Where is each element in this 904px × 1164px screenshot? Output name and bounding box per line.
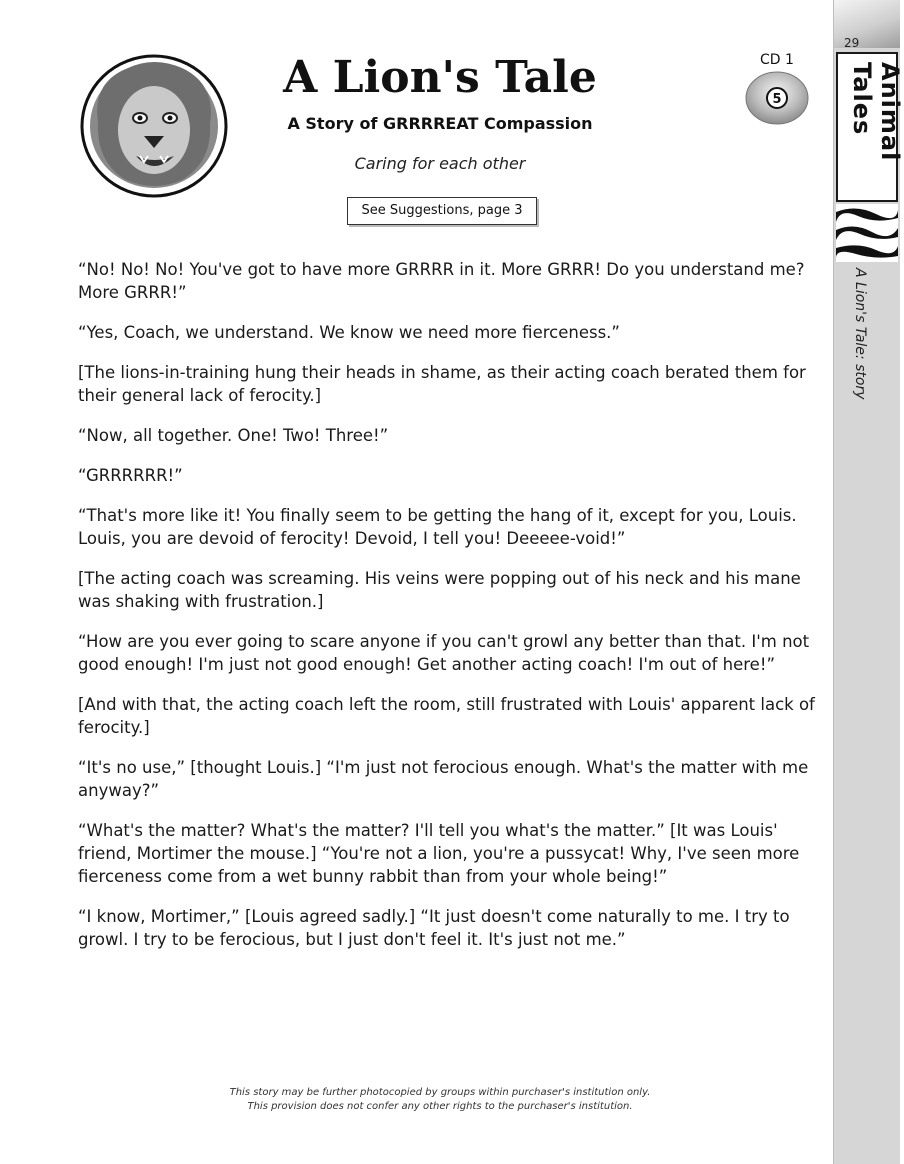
story-paragraph: “Yes, Coach, we understand. We know we need more fierceness.” — [78, 323, 620, 342]
story-paragraph: “It's no use,” [thought Louis.] “I'm just not ferocious enough. What's the matter with me anyway?” — [78, 758, 809, 800]
cd-icon — [744, 70, 810, 126]
page-number: 29 — [844, 36, 860, 50]
story-paragraph: “How are you ever going to scare anyone if you can't growl any better than that. I'm not good enough! I'm just not good enough! Get another acting coach! I'm out of here!” — [78, 632, 810, 674]
cd-label: CD 1 — [760, 52, 794, 68]
story-theme: Caring for each other — [354, 154, 526, 173]
story-paragraph: [The lions-in-training hung their heads in shame, as their acting coach berated them for their general lack of ferocity.] — [78, 363, 806, 405]
story-paragraph: “No! No! No! You've got to have more GRRRR in it. More GRRR! Do you understand me? More GRRR!” — [78, 260, 805, 302]
copyright-notice — [150, 1086, 730, 1114]
section-title: Animal Tales — [848, 62, 904, 162]
page-title: A Lion's Tale — [283, 52, 597, 103]
story-paragraph: “Now, all together. One! Two! Three!” — [78, 426, 389, 445]
story-paragraph: [And with that, the acting coach left the room, still frustrated with Louis' apparent lack of ferocity.] — [78, 695, 815, 737]
section-tab — [836, 52, 904, 202]
story-paragraph: “GRRRRRR!” — [78, 466, 183, 485]
side-band — [833, 0, 904, 1164]
story-paragraph: “That's more like it! You finally seem to be getting the hang of it, except for you, Louis. Louis, you are devoid of ferocity! Devoid, I tell you! Deeeee-void!” — [78, 506, 797, 548]
section-subtitle: A Lion's Tale: story — [852, 268, 868, 400]
story-body — [78, 258, 818, 968]
story-paragraph: “What's the matter? What's the matter? I'll tell you what's the matter.” [It was Louis' friend, Mortimer the mouse.] “You're not a lion, you're a pussycat! Why, I've seen more fierceness come from a wet bunny rabbit than from your whole being!” — [78, 821, 800, 886]
copyright-line: This story may be further photocopied by groups within purchaser's institution only. — [229, 1087, 651, 1098]
story-subtitle: A Story of GRRRREAT Compassion — [287, 114, 593, 133]
zebra-stripes-graphic — [836, 204, 898, 262]
story-paragraph: [The acting coach was screaming. His veins were popping out of his neck and his mane was shaking with frustration.] — [78, 569, 801, 611]
story-paragraph: “I know, Mortimer,” [Louis agreed sadly.] “It just doesn't come naturally to me. I try to growl. I try to be ferocious, but I just don't feel it. It's just not me.” — [78, 907, 790, 949]
lion-illustration — [78, 52, 230, 200]
suggestions-reference: See Suggestions, page 3 — [347, 197, 537, 225]
cd-track-number: 5 — [772, 92, 782, 107]
copyright-line: This provision does not confer any other rights to the purchaser's institution. — [247, 1101, 633, 1112]
